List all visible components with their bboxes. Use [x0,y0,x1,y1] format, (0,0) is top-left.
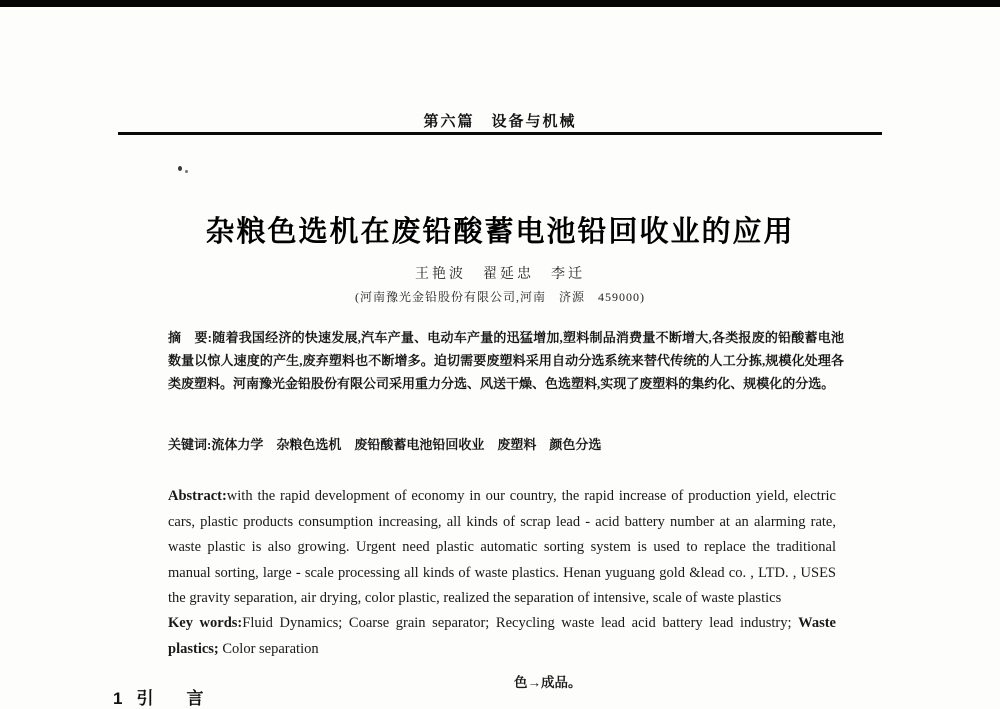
abstract-english [168,484,836,612]
header-rule-divider [118,132,882,135]
abstract-english-label: Abstract: [168,488,227,504]
keywords-english-body-1: Fluid Dynamics; Coarse grain separator; Recycling waste lead acid battery lead industry; [242,615,799,631]
section-number: 1 [113,689,123,708]
keywords-chinese [168,433,844,456]
keywords-english-body-2: Waste plastics; [168,615,836,657]
scan-speck-artifact [178,166,182,171]
abstract-chinese-label: 摘 要: [168,330,213,345]
paper-title: 杂粮色选机在废铅酸蓄电池铅回收业的应用 [205,216,795,249]
section-title: 引 言 [136,689,212,708]
abstract-english-body: with the rapid development of economy in our country, the rapid increase of production yield, electric cars, plastic products consumption increasing, all kinds of scrap lead - acid battery number at an alarming rate, waste plastic is also growing. Urgent need plastic automatic sorting system is used to replace the traditional manual sorting, large - scale processing all kinds of waste plastics. Henan yuguang gold &lead co. , LTD. , USES the gravity separation, air drying, color plastic, realized the separation of intensive, scale of waste plastics [168,488,836,606]
next-column-text-fragment: 色→成品。 [514,675,582,690]
affiliation-line: (河南豫光金铅股份有限公司,河南 济源 459000) [355,290,645,304]
scan-speck-artifact [185,170,188,173]
keywords-chinese-body: 流体力学 杂粮色选机 废铅酸蓄电池铅回收业 废塑料 颜色分选 [211,437,602,452]
running-header: 第六篇 设备与机械 [423,113,577,130]
keywords-chinese-label: 关键词: [168,437,212,452]
scan-edge-artifact [0,0,1000,7]
abstract-chinese [168,326,844,395]
authors-line: 王艳波 翟延忠 李迁 [415,267,585,282]
keywords-english-label: Key words: [168,615,243,631]
abstract-chinese-body: 随着我国经济的快速发展,汽车产量、电动车产量的迅猛增加,塑料制品消费量不断增大,各类报废的铅酸蓄电池数量以惊人速度的产生,废弃塑料也不断增多。迫切需要废塑料采用自动分选系统来替代传统的人工分拣,规模化处理各类废塑料。河南豫光金铅股份有限公司采用重力分选、风送干燥、色选塑料,实现了废塑料的集约化、规模化的分选。 [168,330,844,391]
keywords-english-body-3: Color separation [218,640,319,657]
keywords-english [168,611,836,662]
section-heading-introduction [113,684,211,709]
